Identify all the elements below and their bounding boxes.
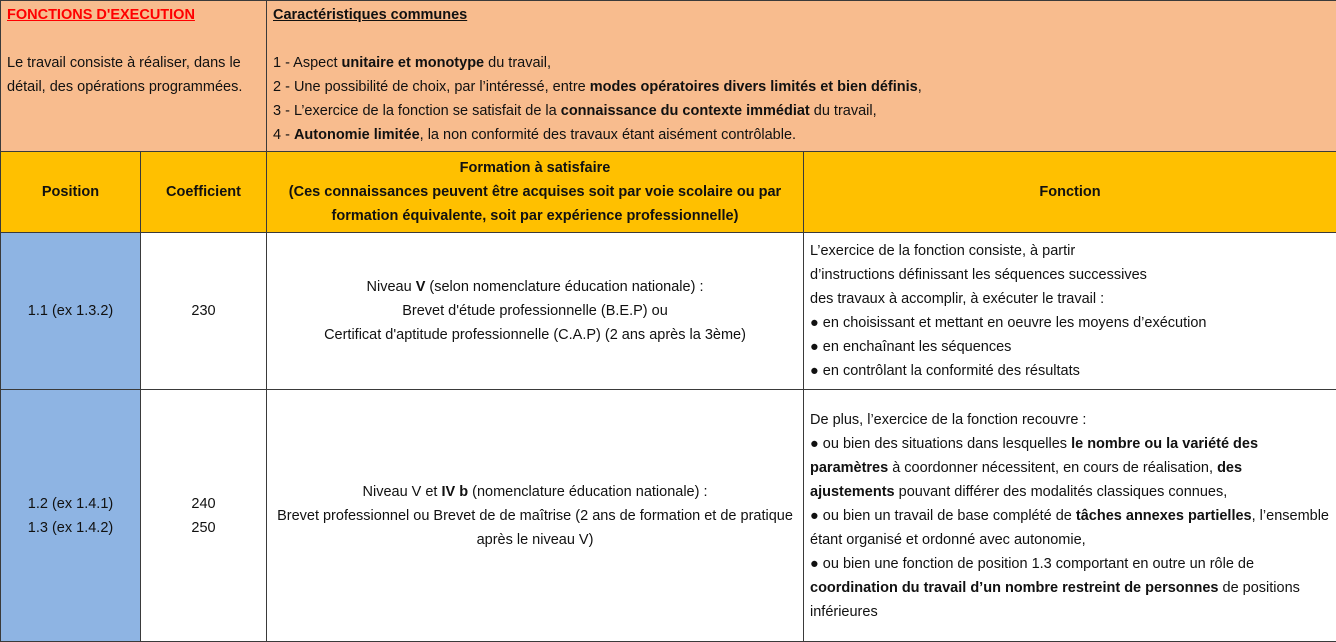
coefficient-cell: 240 250 [141, 390, 267, 642]
characteristic-item: 2 - Une possibilité de choix, par l’intéressé, entre modes opératoires divers limités et bien définis, [273, 75, 1330, 99]
formation-cell: Niveau V et IV b (nomenclature éducation nationale) : Brevet professionnel ou Brevet de de maîtrise (2 ans de formation et de pratique après le niveau V) [267, 390, 804, 642]
characteristic-item: 4 - Autonomie limitée, la non conformité des travaux étant aisément contrôlable. [273, 123, 1330, 147]
list-item: ● ou bien des situations dans lesquelles le nombre ou la variété des paramètres à coordonner nécessitent, en cours de réalisation, des ajustements pouvant différer des modalités classiques connues, [810, 432, 1330, 504]
header-intro-cell [1, 1, 267, 152]
table-row [1, 390, 1336, 642]
characteristic-item: 3 - L’exercice de la fonction se satisfait de la connaissance du contexte immédiat du travail, [273, 99, 1330, 123]
spacer [7, 27, 260, 51]
list-item: ● ou bien une fonction de position 1.3 comportant en outre un rôle de coordination du travail d’un nombre restreint de personnes de positions inférieures [810, 552, 1330, 624]
list-item: ● en enchaînant les séquences [810, 335, 1330, 359]
list-item: ● en choisissant et mettant en oeuvre les moyens d’exécution [810, 311, 1330, 335]
coefficient-cell: 230 [141, 233, 267, 390]
fonction-cell: L’exercice de la fonction consiste, à partir d’instructions définissant les séquences successives des travaux à accomplir, à exécuter le travail : ● en choisissant et mettant en oeuvre les moyens d’exécution ● en enchaînant les séquences ● en contrôlant la conformité des résultats [804, 233, 1336, 390]
table-row [1, 233, 1336, 390]
list-item: ● en contrôlant la conformité des résultats [810, 359, 1330, 383]
section-description: Le travail consiste à réaliser, dans le détail, des opérations programmées. [7, 51, 260, 99]
column-header-formation: Formation à satisfaire (Ces connaissances peuvent être acquises soit par voie scolaire ou par formation équivalente, soit par expérience professionnelle) [267, 152, 804, 233]
column-header-fonction: Fonction [804, 152, 1336, 233]
list-item: ● ou bien un travail de base complété de tâches annexes partielles, l’ensemble étant organisé et ordonné avec autonomie, [810, 504, 1330, 552]
section-title: FONCTIONS D'EXECUTION [7, 3, 260, 27]
characteristic-item: 1 - Aspect unitaire et monotype du travail, [273, 51, 1330, 75]
column-header-position: Position [1, 152, 141, 233]
column-header-coefficient: Coefficient [141, 152, 267, 233]
position-cell: 1.2 (ex 1.4.1) 1.3 (ex 1.4.2) [1, 390, 141, 642]
fonction-cell: De plus, l’exercice de la fonction recouvre : ● ou bien des situations dans lesquelles le nombre ou la variété des paramètres à coordonner nécessitent, en cours de réalisation, des ajustements pouvant différer des modalités classiques connues, ● ou bien un travail de base complété de tâches annexes partielles, l’ensemble étant organisé et ordonné avec autonomie, ● ou bien une fonction de position 1.3 comportant en outre un rôle de coordination du travail d’un nombre restreint de personnes de positions inférieures [804, 390, 1336, 642]
position-cell: 1.1 (ex 1.3.2) [1, 233, 141, 390]
characteristics-title: Caractéristiques communes [273, 3, 1330, 27]
spacer [273, 27, 1330, 51]
header-characteristics-cell [267, 1, 1336, 152]
formation-cell: Niveau V (selon nomenclature éducation nationale) : Brevet d'étude professionnelle (B.E.P) ou Certificat d'aptitude professionnelle (C.A.P) (2 ans après la 3ème) [267, 233, 804, 390]
